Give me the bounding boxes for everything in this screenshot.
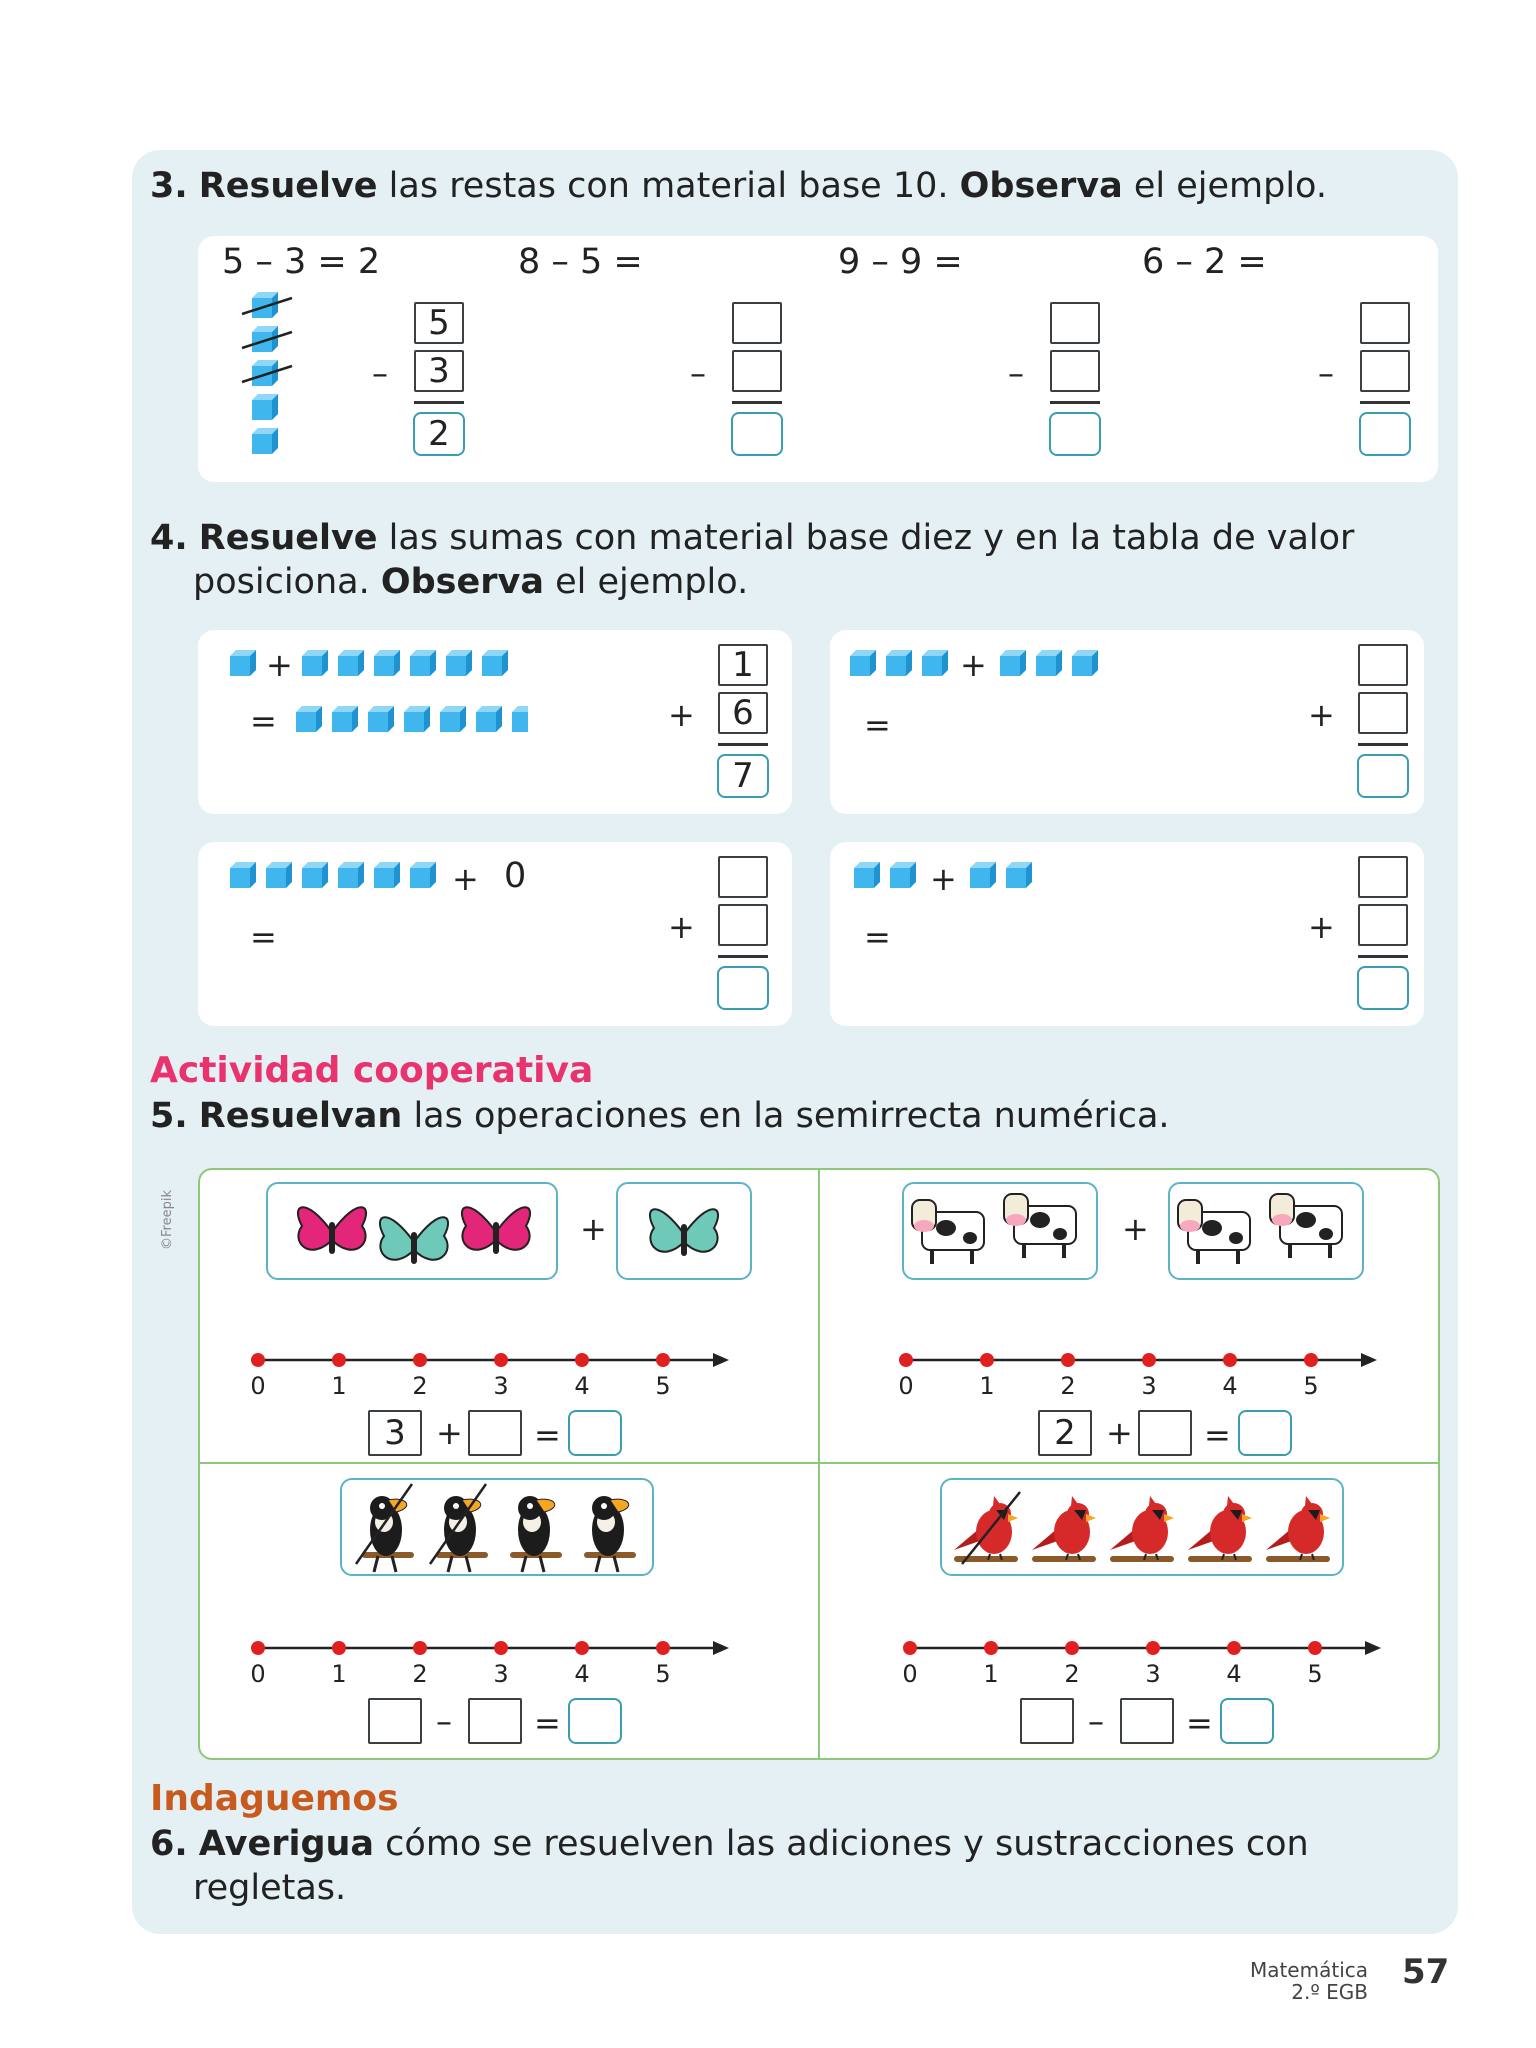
- q4-card-1-mid-box: 6: [718, 692, 768, 734]
- number-line-2-tick-4: 4: [1222, 1372, 1238, 1400]
- cell-4-answer-box[interactable]: [1220, 1698, 1274, 1744]
- q4-card-1-plus: +: [266, 646, 293, 684]
- cell-1-operator: +: [436, 1414, 463, 1452]
- number-line-1-dot-0: [251, 1353, 265, 1367]
- number-line-2-dot-4: [1223, 1353, 1237, 1367]
- q4-card-3-equals: =: [250, 918, 277, 956]
- number-line-3-dot-3: [494, 1641, 508, 1655]
- number-line-1-tick-5: 5: [655, 1372, 671, 1400]
- q4-card-2-top-box[interactable]: [1358, 644, 1408, 686]
- number-line-4-arrow: [1365, 1641, 1381, 1655]
- q3-col-1-minus: –: [372, 354, 388, 392]
- q3-op-3-label: 9 – 9 =: [838, 242, 963, 282]
- number-line-4-tick-0: 0: [902, 1660, 918, 1688]
- number-line-1-arrow: [713, 1353, 729, 1367]
- q4-card-3-rule: [718, 955, 768, 958]
- q4-card-2-rule: [1358, 743, 1408, 746]
- number-line-4-tick-1: 1: [983, 1660, 999, 1688]
- number-line-2-dot-2: [1061, 1353, 1075, 1367]
- q4-card-2-mid-box[interactable]: [1358, 692, 1408, 734]
- cell-4-operator: –: [1088, 1702, 1104, 1740]
- number-line-2-dot-3: [1142, 1353, 1156, 1367]
- cell-2-plus: +: [1122, 1210, 1149, 1248]
- number-line-4-dot-2: [1065, 1641, 1079, 1655]
- number-line-4-tick-3: 3: [1145, 1660, 1161, 1688]
- q3-col-1-mid-box: 3: [414, 350, 464, 392]
- indaguemos-heading: Indaguemos: [150, 1778, 399, 1819]
- number-line-1-tick-4: 4: [574, 1372, 590, 1400]
- number-line-2-tick-0: 0: [898, 1372, 914, 1400]
- number-line-4-tick-5: 5: [1307, 1660, 1323, 1688]
- cell-3-answer-box[interactable]: [568, 1698, 622, 1744]
- number-line-2-tick-3: 3: [1141, 1372, 1157, 1400]
- number-line-3-tick-0: 0: [250, 1660, 266, 1688]
- number-line-2-dot-0: [899, 1353, 913, 1367]
- number-line-3-tick-2: 2: [412, 1660, 428, 1688]
- number-line-4-dot-3: [1146, 1641, 1160, 1655]
- number-line-4-dot-4: [1227, 1641, 1241, 1655]
- q3-col-4-rule: [1360, 401, 1410, 404]
- number-line-2-dot-1: [980, 1353, 994, 1367]
- q4-instruction: 4. Resuelve las sumas con material base diez y en la tabla de valor: [150, 518, 1355, 558]
- q4-card-3-answer-box[interactable]: [717, 966, 769, 1010]
- q3-col-3-answer-box[interactable]: [1049, 412, 1101, 456]
- image-credit: ©Freepik: [160, 1190, 175, 1250]
- q3-col-2-mid-box[interactable]: [732, 350, 782, 392]
- q3-instruction: 3. Resuelve las restas con material base 10. Observa el ejemplo.: [150, 166, 1327, 206]
- q3-col-2-top-box[interactable]: [732, 302, 782, 344]
- q4-card-2-equals: =: [864, 706, 891, 744]
- cell-3-equals: =: [534, 1704, 561, 1742]
- q4-card-4-rule: [1358, 955, 1408, 958]
- cell-1-first-box: 3: [368, 1410, 422, 1456]
- q3-col-3-minus: –: [1008, 354, 1024, 392]
- number-line-4-tick-2: 2: [1064, 1660, 1080, 1688]
- q3-col-4-top-box[interactable]: [1360, 302, 1410, 344]
- number-line-3-arrow: [713, 1641, 729, 1655]
- q4-card-1-rule: [718, 743, 768, 746]
- number-line-4-dot-5: [1308, 1641, 1322, 1655]
- number-line-2-tick-1: 1: [979, 1372, 995, 1400]
- coop-heading: Actividad cooperativa: [150, 1050, 594, 1091]
- cell-4-second-box[interactable]: [1120, 1698, 1174, 1744]
- q3-col-1-top-box: 5: [414, 302, 464, 344]
- number-line-4-dot-0: [903, 1641, 917, 1655]
- number-line-4-tick-4: 4: [1226, 1660, 1242, 1688]
- q4-card-1-top-box: 1: [718, 644, 768, 686]
- q4-card-1-col-plus: +: [668, 696, 695, 734]
- number-line-3-dot-2: [413, 1641, 427, 1655]
- number-line-3-dot-5: [656, 1641, 670, 1655]
- q3-col-3-mid-box[interactable]: [1050, 350, 1100, 392]
- number-line-1-dot-4: [575, 1353, 589, 1367]
- cell-2-first-box: 2: [1038, 1410, 1092, 1456]
- cell-3-second-box[interactable]: [468, 1698, 522, 1744]
- footer-grade: 2.º EGB: [1291, 1980, 1368, 2004]
- q4-card-4-plus: +: [930, 860, 957, 898]
- q3-col-2-answer-box[interactable]: [731, 412, 783, 456]
- q3-col-3-rule: [1050, 401, 1100, 404]
- cell-2-answer-box[interactable]: [1238, 1410, 1292, 1456]
- q3-col-3-top-box[interactable]: [1050, 302, 1100, 344]
- q3-op-2-label: 8 – 5 =: [518, 242, 643, 282]
- q3-op-1-label: 5 – 3 = 2: [222, 242, 381, 282]
- footer-subject: Matemática: [1249, 1958, 1368, 1982]
- q4-card-4-mid-box[interactable]: [1358, 904, 1408, 946]
- q4-card-3-plus: +: [452, 860, 479, 898]
- q3-col-2-minus: –: [690, 354, 706, 392]
- number-line-2-tick-2: 2: [1060, 1372, 1076, 1400]
- cell-3-first-box[interactable]: [368, 1698, 422, 1744]
- number-line-1-tick-1: 1: [331, 1372, 347, 1400]
- q4-card-3-zero: 0: [504, 856, 527, 896]
- q6-instruction-line2: regletas.: [193, 1868, 347, 1908]
- number-line-1-dot-5: [656, 1353, 670, 1367]
- q4-card-2-col-plus: +: [1308, 696, 1335, 734]
- q3-col-2-rule: [732, 401, 782, 404]
- q5-instruction: 5. Resuelvan las operaciones en la semirrecta numérica.: [150, 1096, 1170, 1136]
- number-line-1-dot-3: [494, 1353, 508, 1367]
- q3-col-1-rule: [414, 401, 464, 404]
- q4-card-4-equals: =: [864, 918, 891, 956]
- cell-1-plus: +: [580, 1210, 607, 1248]
- q3-op-4-label: 6 – 2 =: [1142, 242, 1267, 282]
- number-line-3-tick-4: 4: [574, 1660, 590, 1688]
- cell-2-second-box[interactable]: [1138, 1410, 1192, 1456]
- number-line-3-tick-1: 1: [331, 1660, 347, 1688]
- q4-card-2-plus: +: [960, 646, 987, 684]
- number-line-3-dot-4: [575, 1641, 589, 1655]
- cell-3-operator: –: [436, 1702, 452, 1740]
- cell-4-first-box[interactable]: [1020, 1698, 1074, 1744]
- cell-1-equals: =: [534, 1416, 561, 1454]
- number-line-1-tick-2: 2: [412, 1372, 428, 1400]
- number-line-1-tick-3: 3: [493, 1372, 509, 1400]
- cell-1-answer-box[interactable]: [568, 1410, 622, 1456]
- number-line-4-dot-1: [984, 1641, 998, 1655]
- number-line-3-tick-5: 5: [655, 1660, 671, 1688]
- number-line-3-tick-3: 3: [493, 1660, 509, 1688]
- q4-card-4-col-plus: +: [1308, 908, 1335, 946]
- number-line-3-dot-0: [251, 1641, 265, 1655]
- cell-2-equals: =: [1204, 1416, 1231, 1454]
- number-line-2-tick-5: 5: [1303, 1372, 1319, 1400]
- number-line-2-arrow: [1361, 1353, 1377, 1367]
- q4-card-3-col-plus: +: [668, 908, 695, 946]
- q4-card-3-mid-box[interactable]: [718, 904, 768, 946]
- number-line-3-dot-1: [332, 1641, 346, 1655]
- q4-card-2-answer-box[interactable]: [1357, 754, 1409, 798]
- q3-col-4-minus: –: [1318, 354, 1334, 392]
- number-line-1-tick-0: 0: [250, 1372, 266, 1400]
- q4-card-4-top-box[interactable]: [1358, 856, 1408, 898]
- cell-2-operator: +: [1106, 1414, 1133, 1452]
- q4-card-3-top-box[interactable]: [718, 856, 768, 898]
- number-line-1-dot-1: [332, 1353, 346, 1367]
- number-line-2-dot-5: [1304, 1353, 1318, 1367]
- q4-card-1-answer-box: 7: [717, 754, 769, 798]
- q4-card-1-equals: =: [250, 702, 277, 740]
- q4-instruction-line2: posiciona. Observa el ejemplo.: [193, 562, 749, 602]
- q3-col-1-answer-box: 2: [413, 412, 465, 456]
- cell-1-second-box[interactable]: [468, 1410, 522, 1456]
- q6-instruction: 6. Averigua cómo se resuelven las adiciones y sustracciones con: [150, 1824, 1309, 1864]
- q3-col-4-mid-box[interactable]: [1360, 350, 1410, 392]
- q4-card-4-answer-box[interactable]: [1357, 966, 1409, 1010]
- number-line-1-dot-2: [413, 1353, 427, 1367]
- cell-4-equals: =: [1186, 1704, 1213, 1742]
- page-number: 57: [1402, 1952, 1450, 1992]
- q3-col-4-answer-box[interactable]: [1359, 412, 1411, 456]
